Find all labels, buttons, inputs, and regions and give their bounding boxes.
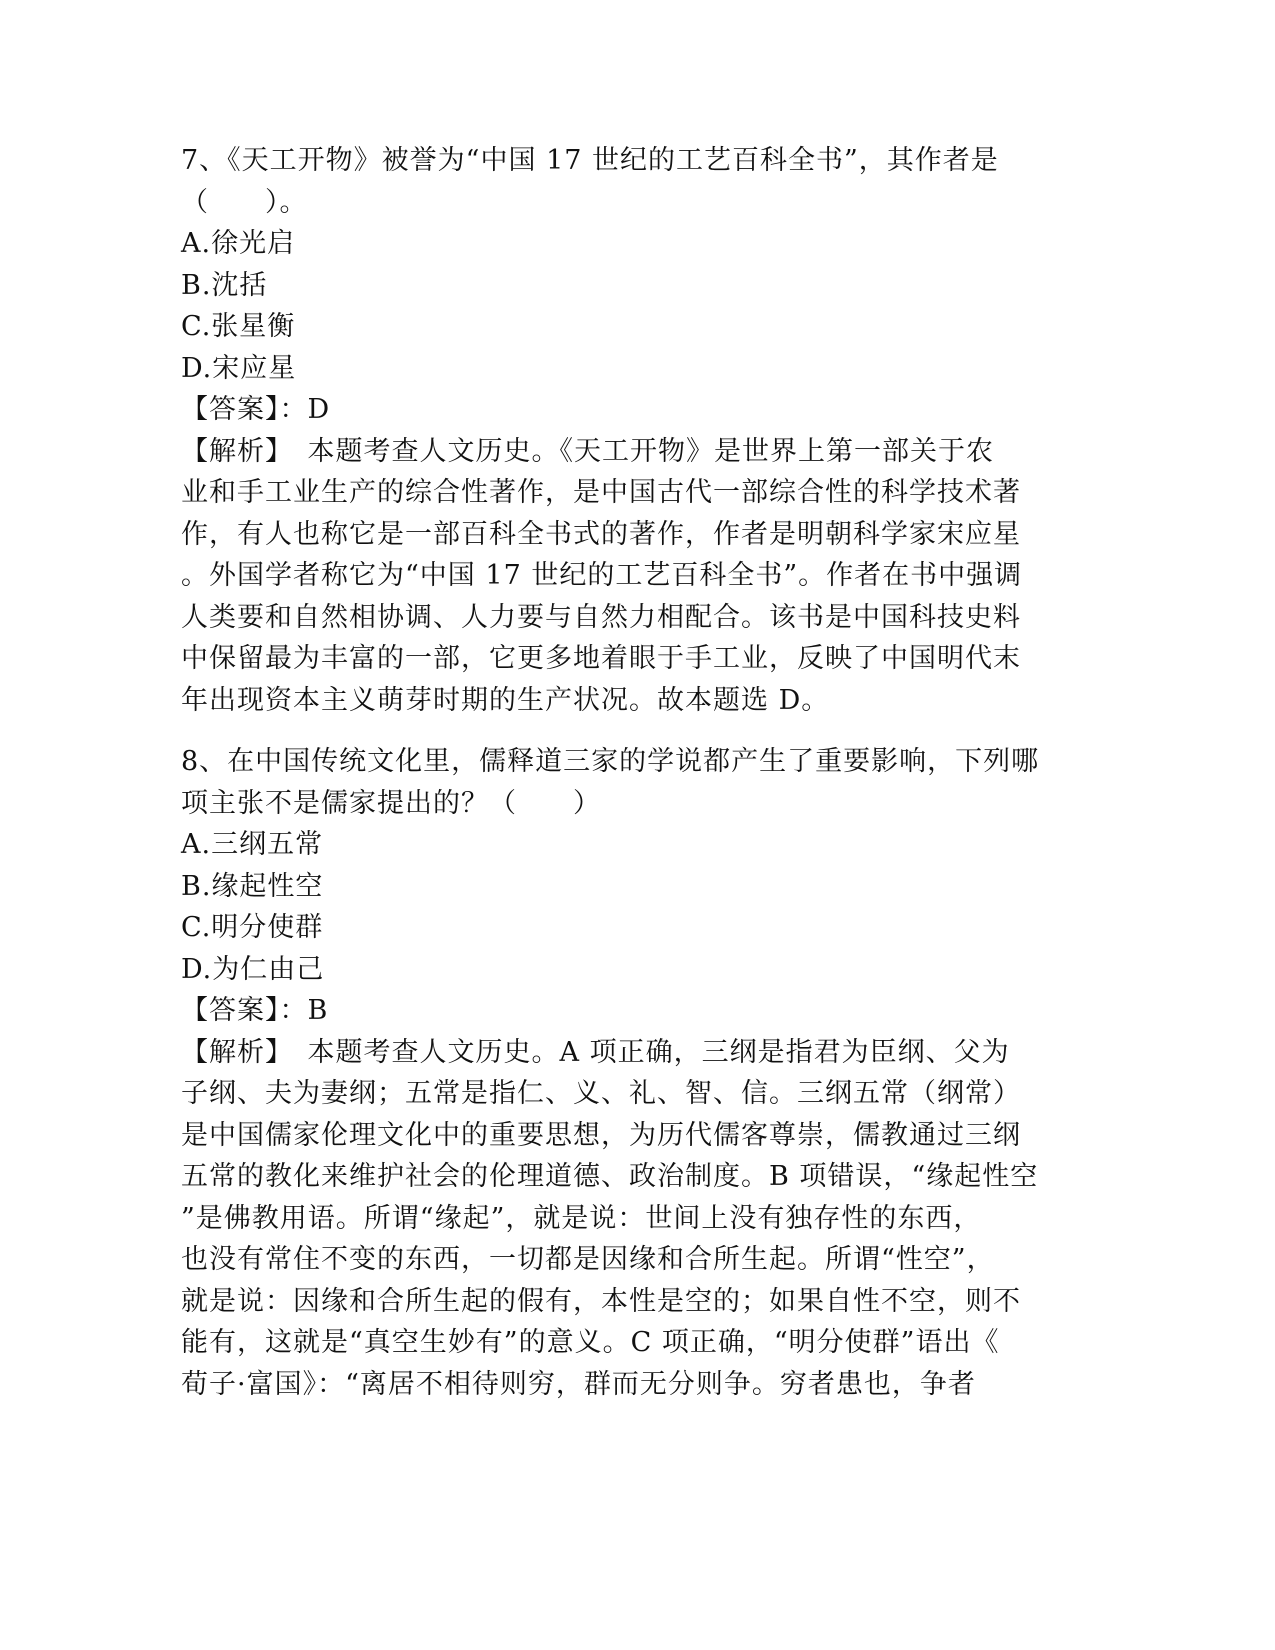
option-d: D.为仁由己 — [181, 953, 325, 985]
option-a: A.徐光启 — [181, 228, 296, 259]
option-b: B.沈括 — [181, 269, 268, 301]
answer-line: 【答案】：D — [181, 394, 331, 425]
analysis-line: 是中国儒家伦理文化中的重要思想，为历代儒客尊崇，儒教通过三纲 — [181, 1119, 1021, 1151]
analysis-line: 五常的教化来维护社会的伦理道德、政治制度。B 项错误，“缘起性空 — [181, 1161, 1039, 1192]
option-c: C.明分使群 — [181, 912, 324, 943]
option-d: D.宋应星 — [181, 352, 297, 384]
option-b: B.缘起性空 — [181, 870, 324, 902]
question-stem-line: 8、在中国传统文化里，儒释道三家的学说都产生了重要影响，下列哪 — [181, 746, 1040, 777]
question-stem-line: 项主张不是儒家提出的？（ ） — [181, 787, 601, 819]
analysis-line: 。外国学者称它为“中国 17 世纪的工艺百科全书”。作者在书中强调 — [181, 560, 1023, 591]
analysis-line: 也没有常住不变的东西，一切都是因缘和合所生起。所谓“性空”， — [181, 1244, 995, 1275]
analysis-line: 荀子·富国》：“离居不相待则穷，群而无分则争。穷者患也，争者 — [181, 1368, 976, 1400]
analysis-line: 中保留最为丰富的一部，它更多地着眼于手工业，反映了中国明代末 — [181, 643, 1021, 674]
question-stem-line: 7、《天工开物》被誉为“中国 17 世纪的工艺百科全书”，其作者是 — [181, 145, 999, 176]
analysis-line: 业和手工业生产的综合性著作，是中国古代一部综合性的科学技术著 — [181, 477, 1021, 508]
analysis-line: ”是佛教用语。所谓“缘起”，就是说：世间上没有独存性的东西， — [181, 1202, 982, 1234]
analysis-line: 子纲、夫为妻纲；五常是指仁、义、礼、智、信。三纲五常（纲常） — [181, 1078, 1021, 1109]
question-stem-line: （ ）。 — [181, 186, 308, 218]
analysis-line: 人类要和自然相协调、人力要与自然力相配合。该书是中国科技史料 — [181, 601, 1021, 633]
document-page — [181, 140, 1081, 1405]
option-a: A.三纲五常 — [181, 829, 324, 860]
question-gap — [181, 721, 1081, 741]
analysis-line: 【解析】 本题考查人文历史。《天工开物》是世界上第一部关于农 — [181, 435, 994, 467]
answer-line: 【答案】：B — [181, 995, 329, 1026]
option-c: C.张星衡 — [181, 311, 296, 342]
analysis-line: 能有，这就是“真空生妙有”的意义。C 项正确，“明分使群”语出《 — [181, 1327, 1000, 1358]
analysis-line: 【解析】 本题考查人文历史。A 项正确，三纲是指君为臣纲、父为 — [181, 1036, 1010, 1068]
analysis-line: 就是说：因缘和合所生起的假有，本性是空的；如果自性不空，则不 — [181, 1285, 1021, 1317]
analysis-line: 年出现资本主义萌芽时期的生产状况。故本题选 D。 — [181, 684, 830, 716]
question-7 — [181, 140, 1081, 721]
analysis-line: 作，有人也称它是一部百科全书式的著作，作者是明朝科学家宋应星 — [181, 518, 1021, 550]
question-8 — [181, 741, 1081, 1405]
